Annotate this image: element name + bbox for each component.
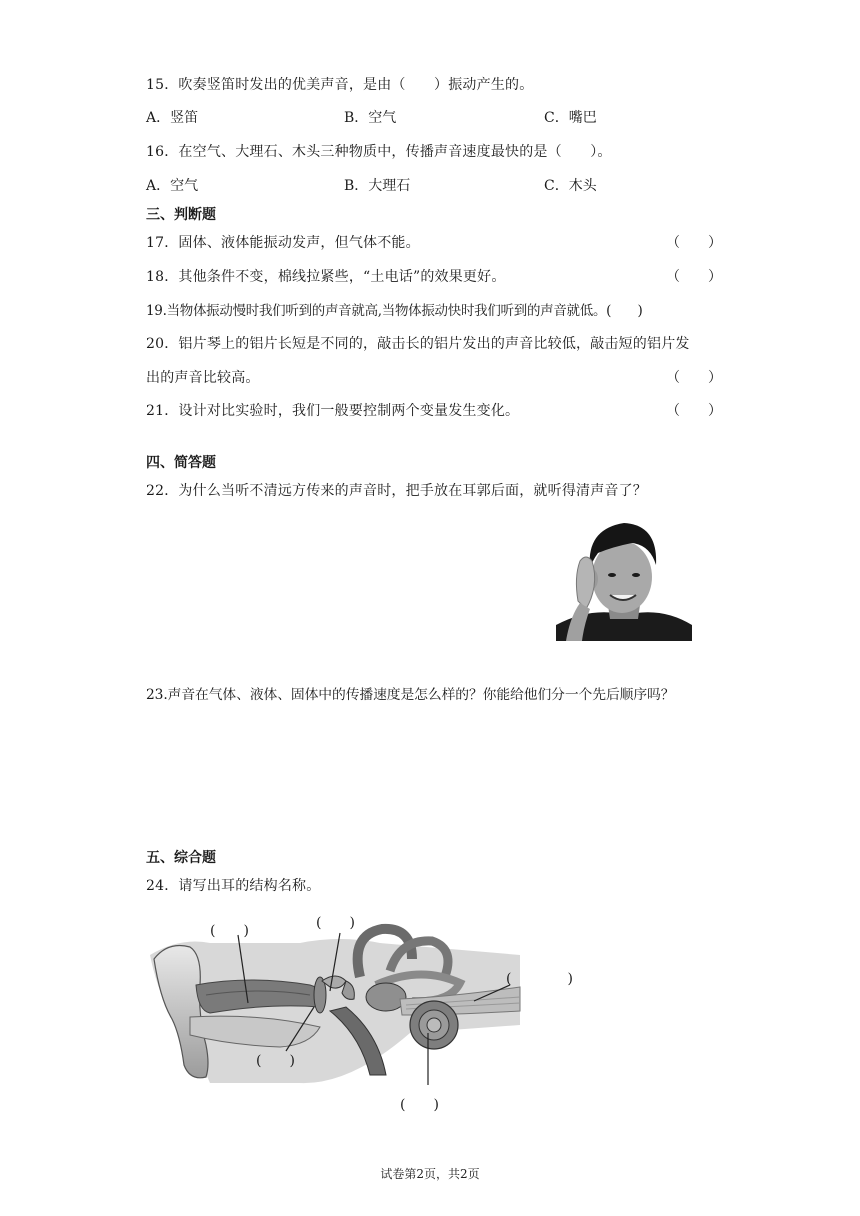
ear-label-outer-canal: ( ) bbox=[210, 923, 249, 939]
boy-listening-image bbox=[556, 517, 692, 641]
section-3-title: 三、判断题 bbox=[146, 207, 216, 223]
ear-label-nerve: ( ) bbox=[506, 971, 573, 987]
ear-label-ossicles: ( ) bbox=[316, 915, 355, 931]
section-4-title: 四、简答题 bbox=[146, 455, 216, 471]
question-15: 15．吹奏竖笛时发出的优美声音，是由（ ）振动产生的。 bbox=[146, 77, 534, 93]
question-22: 22．为什么当听不清远方传来的声音时，把手放在耳郭后面，就听得清声音了？ bbox=[146, 483, 648, 499]
question-24: 24．请写出耳的结构名称。 bbox=[146, 878, 321, 894]
question-23: 23.声音在气体、液体、固体中的传播速度是怎么样的？你能给他们分一个先后顺序吗？ bbox=[146, 687, 675, 703]
q16-option-b: B．大理石 bbox=[344, 178, 411, 194]
ear-structure-diagram bbox=[150, 915, 530, 1085]
q16-option-a: A．空气 bbox=[146, 178, 199, 194]
answer-paren-20: （ ） bbox=[666, 370, 722, 386]
page-footer: 试卷第2页，共2页 bbox=[380, 1167, 480, 1181]
question-20-line-1: 20．铝片琴上的铝片长短是不同的，敲击长的铝片发出的声音比较低，敲击短的铝片发 bbox=[146, 336, 690, 352]
q15-option-a: A．竖笛 bbox=[146, 110, 199, 126]
answer-paren-17: （ ） bbox=[666, 235, 722, 251]
question-20-line-2: 出的声音比较高。 bbox=[146, 370, 260, 386]
q15-option-b: B．空气 bbox=[344, 110, 397, 126]
question-17: 17．固体、液体能振动发声，但气体不能。 bbox=[146, 235, 420, 251]
q15-option-c: C．嘴巴 bbox=[544, 110, 597, 126]
answer-paren-21: （ ） bbox=[666, 403, 722, 419]
section-5-title: 五、综合题 bbox=[146, 850, 216, 866]
ear-label-eustachian: ( ) bbox=[256, 1053, 295, 1069]
q16-option-c: C．木头 bbox=[544, 178, 597, 194]
answer-paren-18: （ ） bbox=[666, 269, 722, 285]
question-16: 16．在空气、大理石、木头三种物质中，传播声音速度最快的是（ ）。 bbox=[146, 144, 612, 160]
question-21: 21．设计对比实验时，我们一般要控制两个变量发生变化。 bbox=[146, 403, 520, 419]
question-18: 18．其他条件不变，棉线拉紧些，“土电话”的效果更好。 bbox=[146, 269, 506, 285]
question-19: 19.当物体振动慢时我们听到的声音就高,当物体振动快时我们听到的声音就低。( ) bbox=[146, 303, 643, 319]
ear-label-cochlea: ( ) bbox=[400, 1097, 439, 1113]
